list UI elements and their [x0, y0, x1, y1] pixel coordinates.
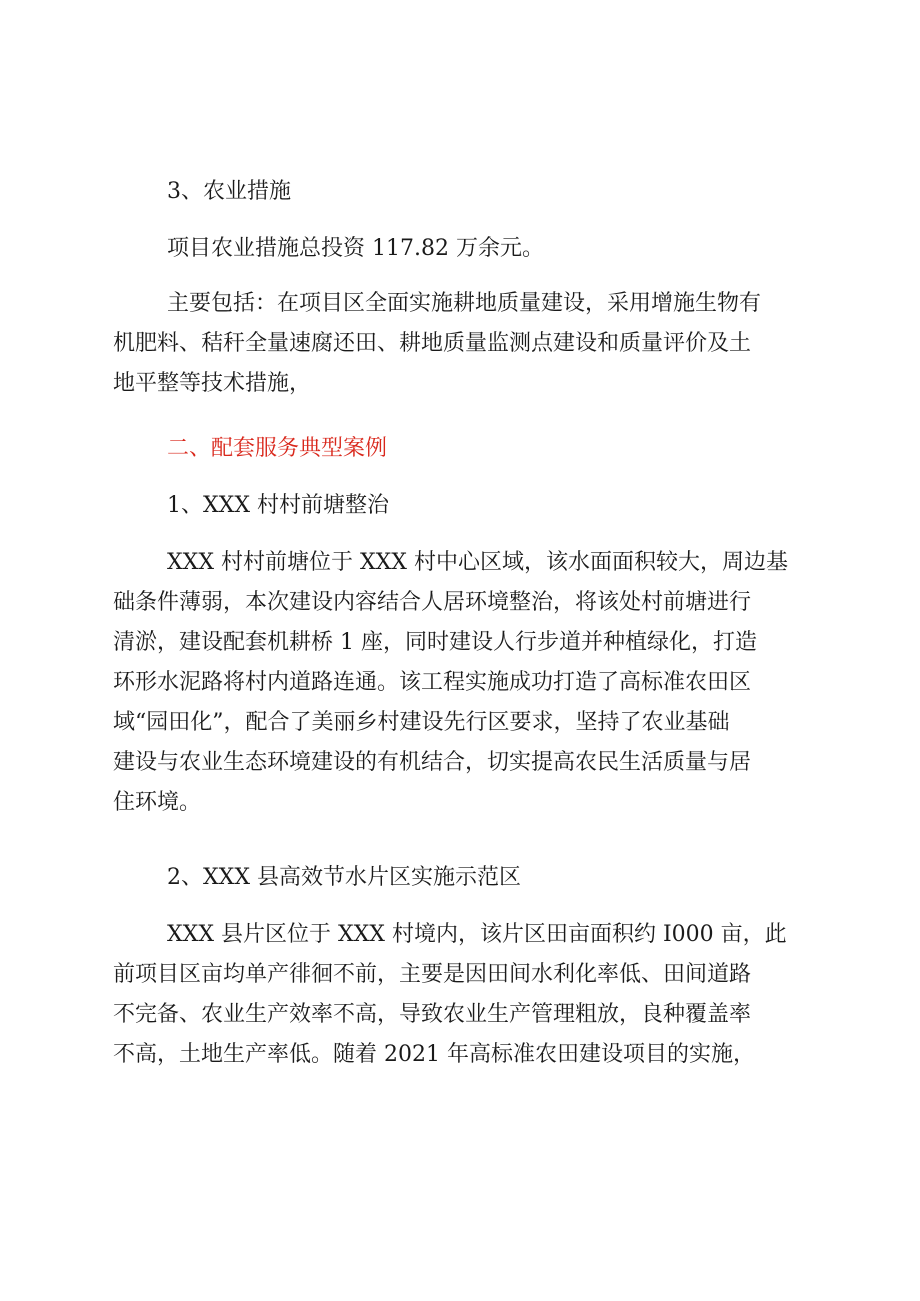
paragraph-line: 清淤，建设配套机耕桥 1 座，同时建设人行步道并种植绿化，打造 [113, 630, 757, 655]
paragraph-line: 项目农业措施总投资 117.82 万余元。 [167, 236, 544, 261]
paragraph-investment [167, 229, 797, 269]
paragraph-line: 地平整等技术措施， [113, 371, 312, 396]
case-2-title [167, 858, 797, 898]
heading-agri-measures [167, 172, 797, 212]
section-heading-text: 二、配套服务典型案例 [167, 436, 388, 461]
heading-text: 3、农业措施 [167, 179, 291, 204]
paragraph-line: 主要包括：在项目区全面实施耕地质量建设，采用增施生物有 [167, 291, 762, 316]
paragraph-line: 不完备、农业生产效率不高，导致农业生产管理粗放，良种覆盖率 [113, 1002, 752, 1027]
paragraph-line: 不高，土地生产率低。随着 2021 年高标准农田建设项目的实施， [113, 1042, 755, 1067]
paragraph-main-content [113, 284, 797, 404]
paragraph-line: XXX 村村前塘位于 XXX 村中心区域，该水面面积较大，周边基 [167, 550, 788, 575]
case-1-body [113, 543, 797, 823]
case-1-title [167, 486, 797, 526]
case-title-text: 2、XXX 县高效节水片区实施示范区 [167, 865, 521, 890]
case-title-text: 1、XXX 村村前塘整治 [167, 493, 389, 518]
paragraph-line: 域“园田化”，配合了美丽乡村建设先行区要求，坚持了农业基础 [113, 710, 730, 735]
section-heading-typical-cases [167, 429, 797, 469]
paragraph-line: 机肥料、秸秆全量速腐还田、耕地质量监测点建设和质量评价及土 [113, 331, 752, 356]
paragraph-line: 住环境。 [113, 790, 202, 815]
paragraph-line: 前项目区亩均单产徘徊不前，主要是因田间水利化率低、田间道路 [113, 962, 752, 987]
paragraph-line: 环形水泥路将村内道路连通。该工程实施成功打造了高标准农田区 [113, 670, 752, 695]
case-2-body [113, 915, 797, 1075]
paragraph-line: 建设与农业生态环境建设的有机结合，切实提高农民生活质量与居 [113, 750, 752, 775]
paragraph-line: XXX 县片区位于 XXX 村境内，该片区田亩面积约 I000 亩，此 [167, 922, 787, 947]
paragraph-line: 础条件薄弱，本次建设内容结合人居环境整治，将该处村前塘进行 [113, 590, 752, 615]
